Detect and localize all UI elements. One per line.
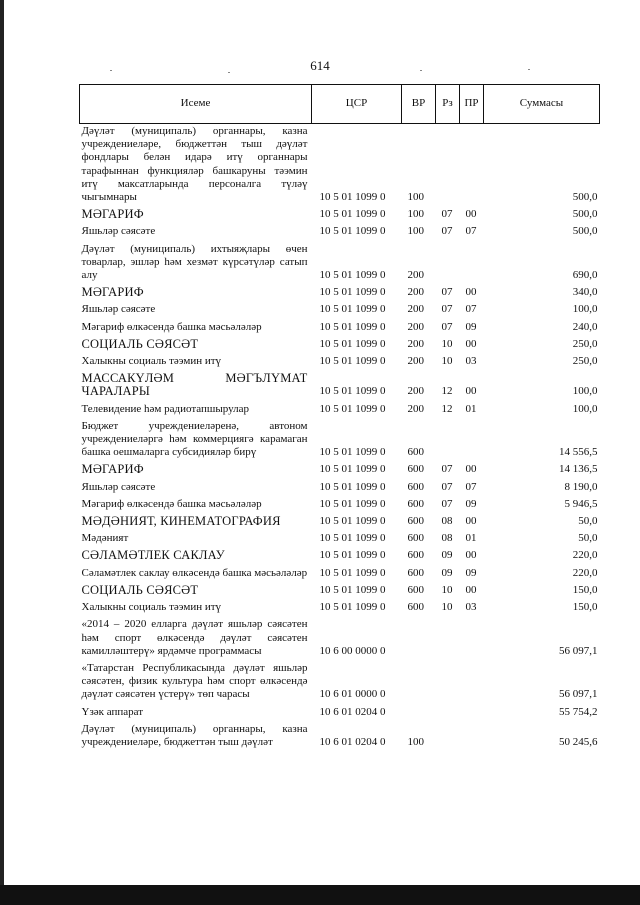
table-row [80, 402, 600, 419]
cell-vr: 200 [407, 337, 424, 350]
cell-pr [460, 661, 484, 705]
table-row [80, 462, 600, 479]
cell-sum: 240,0 [572, 320, 598, 333]
cell-sum: 14 136,5 [559, 463, 598, 476]
cell-vr: 600 [407, 463, 424, 476]
scan-speck [228, 72, 230, 73]
cell-pr: 07 [465, 303, 477, 316]
cell-name: Дәүләт (муниципаль) ихтыяҗлары өчен товарлар, эшләр һәм хезмәт күрсәтүләр сатып алу [81, 242, 308, 282]
header-vr: ВР [402, 85, 436, 124]
cell-name: Яшьләр сәясәте [81, 480, 156, 493]
cell-name: МӘГАРИФ [81, 285, 144, 300]
cell-pr: 09 [465, 497, 477, 510]
cell-rz: 09 [441, 566, 453, 579]
cell-rz: 10 [441, 583, 453, 596]
table-header [80, 85, 600, 124]
cell-sum: 250,0 [572, 337, 598, 350]
cell-csr: 10 5 01 1099 0 [319, 320, 386, 333]
cell-pr: 00 [465, 515, 477, 528]
cell-sum: 500,0 [572, 191, 598, 204]
cell-sum: 56 097,1 [559, 644, 598, 657]
cell-pr: 00 [465, 463, 477, 476]
cell-rz: 08 [441, 515, 453, 528]
cell-vr: 600 [407, 532, 424, 545]
cell-rz [436, 661, 460, 705]
table-row [80, 497, 600, 514]
cell-rz: 07 [441, 286, 453, 299]
scan-speck [420, 70, 422, 71]
cell-sum: 100,0 [572, 402, 598, 415]
cell-vr: 600 [407, 515, 424, 528]
table-body [80, 124, 600, 753]
cell-vr: 100 [407, 208, 424, 221]
cell-rz: 10 [441, 337, 453, 350]
cell-sum: 55 754,2 [559, 705, 598, 718]
table-row [80, 548, 600, 565]
cell-rz: 09 [441, 549, 453, 562]
cell-sum: 340,0 [572, 286, 598, 299]
cell-csr: 10 5 01 1099 0 [319, 446, 386, 459]
cell-pr [460, 419, 484, 463]
cell-name: Мәгариф өлкәсендә башка мәсьәләләр [81, 497, 262, 510]
cell-pr: 03 [465, 355, 477, 368]
cell-pr: 09 [465, 320, 477, 333]
cell-csr: 10 5 01 1099 0 [319, 480, 386, 493]
cell-pr [460, 242, 484, 286]
table-row [80, 480, 600, 497]
header-pr: ПР [460, 85, 484, 124]
table-row [80, 583, 600, 600]
cell-csr: 10 6 00 0000 0 [319, 644, 386, 657]
cell-csr: 10 5 01 1099 0 [319, 303, 386, 316]
cell-name: Дәүләт (муниципаль) органнары, казна учреждениеләре, бюджеттән тыш дәүләт [81, 722, 308, 748]
cell-pr: 00 [465, 286, 477, 299]
cell-sum: 8 190,0 [564, 480, 598, 493]
cell-csr: 10 5 01 1099 0 [319, 355, 386, 368]
cell-name: «Татарстан Республикасында дәүләт яшьләр сәясәтен, физик культура һәм спорт өлкәсендә дәүләт сәясәтен үстерү» төп чарасы [81, 661, 308, 701]
cell-name: Яшьләр сәясәте [81, 225, 156, 238]
scan-speck [110, 70, 112, 71]
cell-name: Дәүләт (муниципаль) органнары, казна учреждениеләре, бюджеттән тыш дәүләт фондлары белән идарә итү органнары тарафыннан функцияләр башкаруны тәэмин итү максатларында персоналга түләү чыгымнары [81, 125, 308, 204]
scan-speck [528, 69, 530, 70]
cell-rz [436, 705, 460, 722]
cell-csr: 10 6 01 0204 0 [319, 735, 386, 748]
header-rz: Рз [436, 85, 460, 124]
table-row [80, 320, 600, 337]
cell-pr: 00 [465, 583, 477, 596]
cell-vr: 600 [407, 601, 424, 614]
cell-sum: 56 097,1 [559, 688, 598, 701]
table-row [80, 224, 600, 241]
cell-vr: 100 [407, 735, 424, 748]
table-row [80, 705, 600, 722]
cell-csr: 10 5 01 1099 0 [319, 225, 386, 238]
cell-vr: 200 [407, 385, 424, 398]
cell-sum: 150,0 [572, 601, 598, 614]
budget-table [79, 84, 600, 752]
cell-csr: 10 5 01 1099 0 [319, 286, 386, 299]
header-sum: Суммасы [484, 85, 600, 124]
cell-rz: 12 [441, 385, 453, 398]
cell-csr: 10 5 01 1099 0 [319, 515, 386, 528]
cell-pr: 00 [465, 208, 477, 221]
table-row [80, 617, 600, 661]
cell-name: СОЦИАЛЬ СӘЯСӘТ [81, 582, 199, 597]
cell-vr: 200 [407, 303, 424, 316]
cell-name: Мәгариф өлкәсендә башка мәсьәләләр [81, 320, 262, 333]
cell-sum: 100,0 [572, 303, 598, 316]
cell-vr: 100 [407, 191, 424, 204]
cell-name: МӘГАРИФ [81, 207, 144, 222]
cell-rz [436, 242, 460, 286]
cell-name: МАССАКҮЛӘМ МӘГЪЛҮМАТ ЧАРАЛАРЫ [81, 371, 308, 399]
cell-rz: 12 [441, 402, 453, 415]
table-row [80, 566, 600, 583]
cell-sum: 150,0 [572, 583, 598, 596]
scan-edge-left [0, 0, 4, 905]
cell-csr: 10 5 01 1099 0 [319, 208, 386, 221]
table-row [80, 661, 600, 705]
table-row [80, 302, 600, 319]
table-row [80, 354, 600, 371]
cell-vr: 600 [407, 497, 424, 510]
cell-pr [460, 722, 484, 752]
cell-name: СӘЛАМӘТЛЕК САКЛАУ [81, 548, 225, 563]
cell-pr: 01 [465, 532, 477, 545]
cell-rz: 10 [441, 355, 453, 368]
cell-sum: 50,0 [578, 515, 598, 528]
cell-name: Халыкны социаль тәэмин итү [81, 355, 222, 368]
cell-rz: 08 [441, 532, 453, 545]
cell-pr: 01 [465, 402, 477, 415]
cell-vr: 200 [407, 355, 424, 368]
cell-csr: 10 5 01 1099 0 [319, 337, 386, 350]
cell-csr: 10 5 01 1099 0 [319, 497, 386, 510]
cell-pr: 03 [465, 601, 477, 614]
cell-sum: 5 946,5 [564, 497, 598, 510]
table-row [80, 285, 600, 302]
cell-csr: 10 5 01 1099 0 [319, 191, 386, 204]
table-row [80, 722, 600, 752]
cell-sum: 250,0 [572, 355, 598, 368]
cell-name: МӘДӘНИЯТ, КИНЕМАТОГРАФИЯ [81, 514, 281, 529]
cell-sum: 220,0 [572, 549, 598, 562]
cell-rz [436, 419, 460, 463]
cell-name: Яшьләр сәясәте [81, 303, 156, 316]
header-name: Исеме [80, 85, 312, 124]
cell-pr [460, 617, 484, 661]
cell-rz: 10 [441, 601, 453, 614]
cell-sum: 50 245,6 [559, 735, 598, 748]
cell-pr: 00 [465, 385, 477, 398]
cell-rz: 07 [441, 225, 453, 238]
cell-csr: 10 5 01 1099 0 [319, 463, 386, 476]
header-csr: ЦСР [312, 85, 402, 124]
table-row [80, 124, 600, 208]
cell-vr: 200 [407, 320, 424, 333]
cell-pr: 00 [465, 549, 477, 562]
table-row [80, 207, 600, 224]
cell-sum: 50,0 [578, 532, 598, 545]
cell-pr: 07 [465, 480, 477, 493]
cell-csr: 10 5 01 1099 0 [319, 549, 386, 562]
table-row [80, 600, 600, 617]
cell-vr: 600 [407, 480, 424, 493]
cell-name: «2014 – 2020 елларга дәүләт яшьләр сәясәтен һәм спорт өлкәсендә дәүләт сәясәтен камилләштерү» ярдәмче программасы [81, 618, 308, 657]
cell-name: Сәламәтлек саклау өлкәсендә башка мәсьәләләр [81, 566, 308, 579]
cell-name: СОЦИАЛЬ СӘЯСӘТ [81, 336, 199, 351]
cell-name: МӘГАРИФ [81, 462, 144, 477]
cell-pr [460, 705, 484, 722]
cell-rz: 07 [441, 320, 453, 333]
cell-sum: 100,0 [572, 385, 598, 398]
cell-rz: 07 [441, 497, 453, 510]
cell-rz: 07 [441, 463, 453, 476]
cell-csr: 10 5 01 1099 0 [319, 532, 386, 545]
cell-vr [402, 705, 436, 722]
cell-name: Халыкны социаль тәэмин итү [81, 601, 222, 614]
cell-rz [436, 722, 460, 752]
cell-vr: 600 [407, 446, 424, 459]
table-row [80, 419, 600, 463]
cell-vr: 200 [407, 286, 424, 299]
cell-vr [402, 661, 436, 705]
cell-name: Үзәк аппарат [81, 705, 144, 718]
cell-vr [402, 617, 436, 661]
cell-pr: 07 [465, 225, 477, 238]
cell-rz: 07 [441, 208, 453, 221]
cell-sum: 500,0 [572, 208, 598, 221]
cell-rz: 07 [441, 480, 453, 493]
cell-pr: 00 [465, 337, 477, 350]
cell-vr: 100 [407, 225, 424, 238]
cell-vr: 600 [407, 549, 424, 562]
cell-rz [436, 124, 460, 208]
table-row [80, 371, 600, 401]
cell-csr: 10 5 01 1099 0 [319, 385, 386, 398]
cell-name: Телевидение һәм радиотапшырулар [81, 402, 250, 415]
table-row [80, 531, 600, 548]
scan-edge-bottom [0, 885, 640, 905]
cell-rz [436, 617, 460, 661]
cell-csr: 10 6 01 0000 0 [319, 688, 386, 701]
table-row [80, 242, 600, 286]
cell-sum: 690,0 [572, 269, 598, 282]
cell-vr: 200 [407, 269, 424, 282]
cell-vr: 600 [407, 583, 424, 596]
cell-csr: 10 5 01 1099 0 [319, 566, 386, 579]
cell-name: Мәдәният [81, 532, 129, 545]
cell-rz: 07 [441, 303, 453, 316]
cell-sum: 500,0 [572, 225, 598, 238]
cell-csr: 10 5 01 1099 0 [319, 402, 386, 415]
cell-pr: 09 [465, 566, 477, 579]
cell-vr: 600 [407, 566, 424, 579]
page-number: 614 [310, 58, 330, 73]
cell-csr: 10 5 01 1099 0 [319, 269, 386, 282]
cell-csr: 10 5 01 1099 0 [319, 583, 386, 596]
cell-sum: 14 556,5 [559, 446, 598, 459]
cell-pr [460, 124, 484, 208]
cell-csr: 10 5 01 1099 0 [319, 601, 386, 614]
cell-vr: 200 [407, 402, 424, 415]
cell-csr: 10 6 01 0204 0 [319, 705, 386, 718]
cell-sum: 220,0 [572, 566, 598, 579]
table-row [80, 337, 600, 354]
cell-name: Бюджет учреждениеләренә, автоном учреждениеләргә һәм коммерциягә карамаган башка оешмаларга субсидияләр бирү [81, 419, 308, 459]
table-row [80, 514, 600, 531]
